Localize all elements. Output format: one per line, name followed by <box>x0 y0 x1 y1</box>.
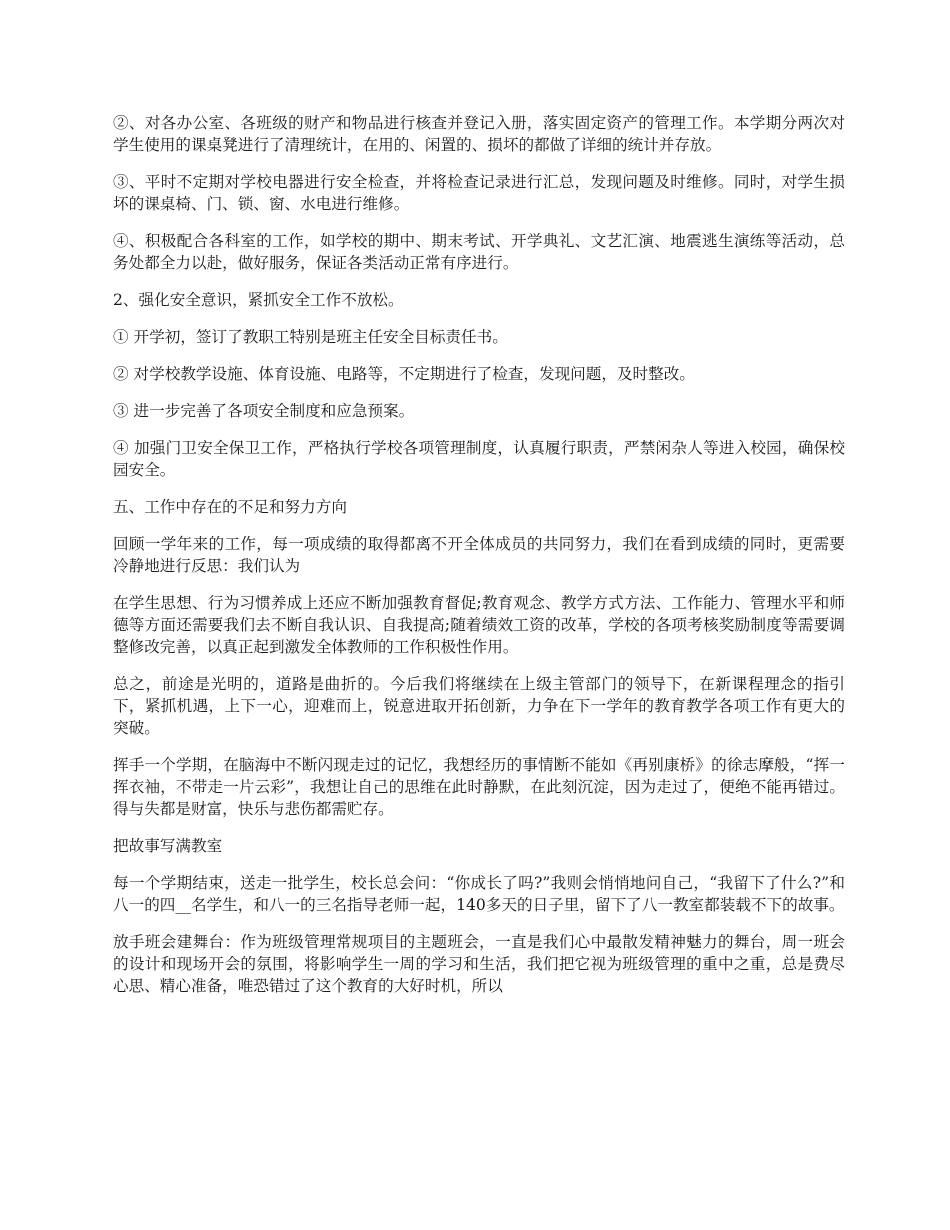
paragraph-safety-item-1: ① 开学初，签订了教职工特别是班主任安全目标责任书。 <box>113 328 508 346</box>
paragraph-review: 回顾一学年来的工作，每一项成绩的取得都离不开全体成员的共同努力，我们在看到成绩的同时，更需要冷静地进行反思：我们认为 <box>113 535 845 575</box>
paragraph-class-meeting: 放手班会建舞台：作为班级管理常规项目的主题班会，一直是我们心中最散发精神魅力的舞台，周一班会的设计和现场开会的氛围，将影响学生一周的学习和生活，我们把它视为班级管理的重中之重，总是费尽心思、精心准备，唯恐错过了这个教育的大好时机，所以 <box>113 933 845 995</box>
paragraph-semester-end: 每一个学期结束，送走一批学生，校长总会问：“你成长了吗?”我则会悄悄地问自己，“我留下了什么?”和八一的四__名学生，和八一的三名指导老师一起，140多天的日子里，留下了八一教室都装载不下的故事。 <box>113 874 845 914</box>
paragraph-improvements: 在学生思想、行为习惯养成上还应不断加强教育督促;教育观念、教学方式方法、工作能力、管理水平和师德等方面还需要我们去不断自我认识、自我提高;随着绩效工资的改革，学校的各项考核奖励制度等需要调整修改完善，以真正起到激发全体教师的工作积极性作用。 <box>113 594 845 656</box>
section-heading-shortcomings: 五、工作中存在的不足和努力方向 <box>113 498 347 516</box>
paragraph-conclusion: 总之，前途是光明的，道路是曲折的。今后我们将继续在上级主管部门的领导下，在新课程理念的指引下，紧抓机遇，上下一心，迎难而上，锐意进取开拓创新，力争在下一学年的教育教学各项工作有更大的突破。 <box>113 675 845 737</box>
paragraph-event-support: ④、积极配合各科室的工作，如学校的期中、期末考试、开学典礼、文艺汇演、地震逃生演练等活动，总务处都全力以赴，做好服务，保证各类活动正常有序进行。 <box>113 232 845 272</box>
paragraph-reflection: 挥手一个学期，在脑海中不断闪现走过的记忆，我想经历的事情断不能如《再别康桥》的徐志摩般，“挥一挥衣袖，不带走一片云彩”，我想让自己的思维在此时静默，在此刻沉淀，因为走过了，便绝不能再错过。得与失都是财富，快乐与悲伤都需贮存。 <box>113 756 845 818</box>
section-heading-stories: 把故事写满教室 <box>113 837 223 855</box>
paragraph-safety-item-4: ④ 加强门卫安全保卫工作，严格执行学校各项管理制度，认真履行职责，严禁闲杂人等进入校园，确保校园安全。 <box>113 439 845 479</box>
section-heading-safety: 2、强化安全意识，紧抓安全工作不放松。 <box>113 291 404 309</box>
paragraph-safety-item-2: ② 对学校教学设施、体育设施、电路等，不定期进行了检查，发现问题，及时整改。 <box>113 365 695 383</box>
paragraph-safety-item-3: ③ 进一步完善了各项安全制度和应急预案。 <box>113 402 415 420</box>
paragraph-asset-check: ②、对各办公室、各班级的财产和物品进行核查并登记入册，落实固定资产的管理工作。本学期分两次对学生使用的课桌凳进行了清理统计，在用的、闲置的、损坏的都做了详细的统计并存放。 <box>113 114 845 154</box>
document-body <box>113 112 845 1012</box>
paragraph-electrical-inspection: ③、平时不定期对学校电器进行安全检查，并将检查记录进行汇总，发现问题及时维修。同时，对学生损坏的课桌椅、门、锁、窗、水电进行维修。 <box>113 173 845 213</box>
